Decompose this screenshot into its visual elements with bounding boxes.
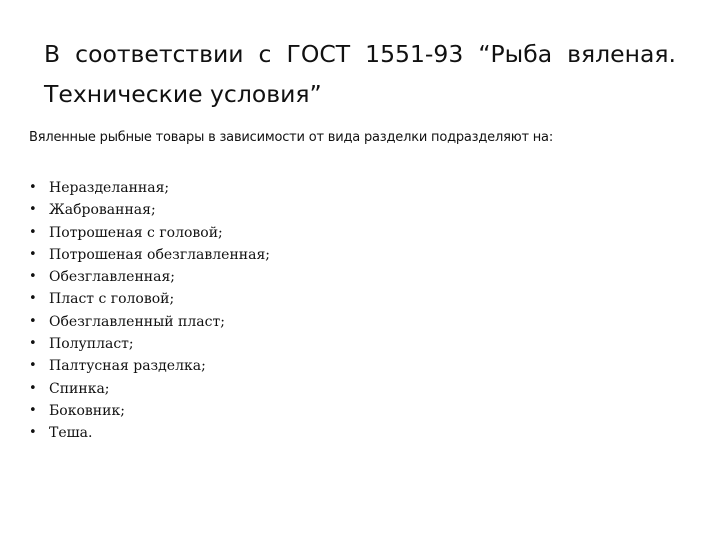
list-item-label: Неразделанная; [49,180,170,196]
list-item-label: Жаброванная; [49,202,156,219]
bullet-icon: • [29,402,37,418]
title-line-1: В соответствии с ГОСТ 1551-93 “Рыба вяленая. [44,40,676,68]
list-item-label: Полупласт; [49,336,134,353]
list-item-label: Потрошеная с головой; [49,224,223,241]
list-item [29,401,270,423]
list-item-label: Пласт с головой; [49,291,175,308]
bullet-icon: • [29,269,37,285]
cut-types-list [29,178,270,446]
list-item [29,356,270,378]
list-item [29,289,270,311]
bullet-icon: • [29,425,37,441]
bullet-icon: • [29,180,37,195]
title-line-2: Технические условия” [44,80,322,108]
list-item-label: Теша. [49,425,93,442]
list-item-label: Обезглавленная; [49,269,176,286]
bullet-icon: • [29,224,37,240]
bullet-icon: • [29,202,37,218]
bullet-icon: • [29,246,37,262]
list-item [29,267,270,289]
bullet-icon: • [29,380,37,396]
slide-title [44,34,676,114]
bullet-icon: • [29,291,37,307]
list-item [29,200,270,222]
list-item [29,312,270,334]
list-item-label: Палтусная разделка; [49,358,206,375]
intro-text: Вяленные рыбные товары в зависимости от вида разделки подразделяют на: [29,130,554,145]
list-item [29,245,270,267]
list-item-label: Боковник; [49,402,125,419]
list-item [29,178,270,200]
bullet-icon: • [29,336,37,352]
list-item [29,423,270,445]
list-item [29,334,270,356]
list-item-label: Обезглавленный пласт; [49,313,225,330]
list-item-label: Потрошеная обезглавленная; [49,246,271,263]
list-item-label: Спинка; [49,380,110,397]
bullet-icon: • [29,313,37,329]
bullet-icon: • [29,358,37,374]
list-item [29,379,270,401]
list-item [29,223,270,245]
